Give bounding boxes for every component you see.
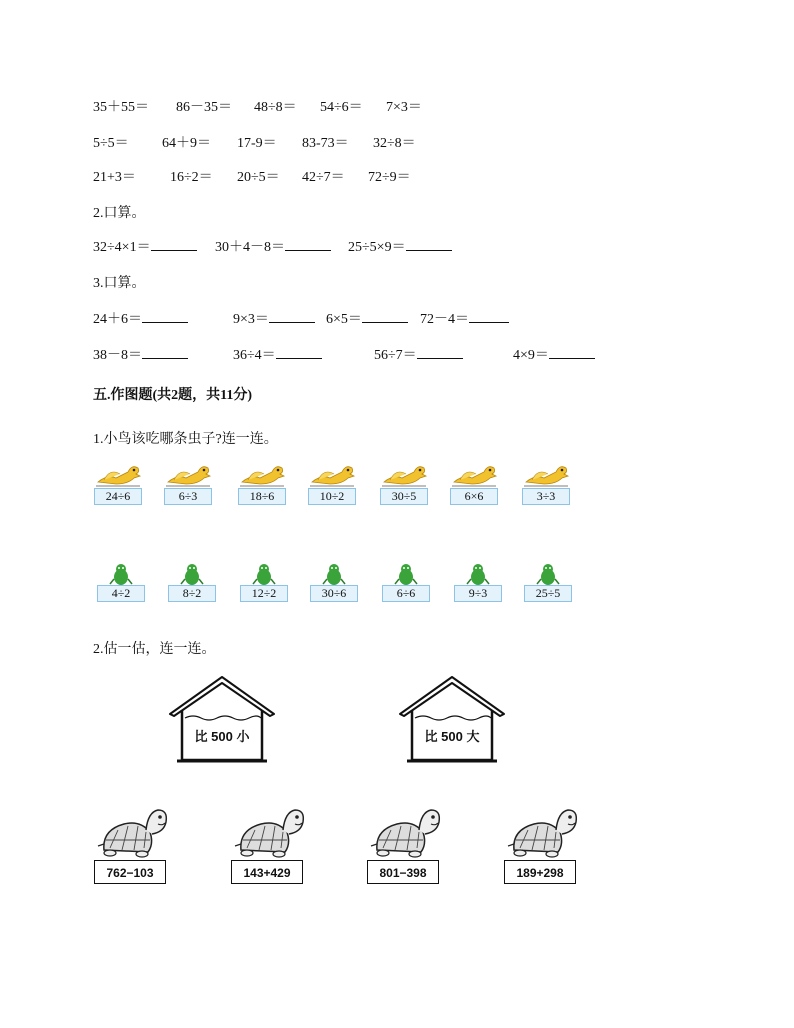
expr: 72÷9＝: [368, 170, 411, 185]
expr: 42÷7＝: [302, 170, 345, 185]
expr: 32÷8＝: [373, 136, 416, 151]
turtle-icon: [367, 804, 447, 860]
q3-item: [420, 308, 509, 328]
turtle-card[interactable]: [367, 804, 447, 888]
bird-label: 6×6: [450, 488, 498, 505]
bug-card[interactable]: [310, 562, 358, 604]
bird-icon: [380, 460, 428, 488]
turtle-label: 143+429: [231, 860, 303, 884]
bug-label: 25÷5: [524, 585, 572, 602]
expr: 25÷5×9＝: [348, 240, 406, 255]
expr: 86－35＝: [176, 100, 232, 115]
bug-icon: [454, 562, 502, 586]
section-title: 五.作图题(共2题，共11分): [93, 388, 253, 403]
bird-card[interactable]: [522, 460, 570, 504]
expr: 6×5＝: [326, 312, 362, 327]
bird-label: 10÷2: [308, 488, 356, 505]
bug-card[interactable]: [97, 562, 145, 604]
expr: 16÷2＝: [170, 170, 213, 185]
q3-item: [93, 308, 188, 328]
expr: 9×3＝: [233, 312, 269, 327]
bug-icon: [382, 562, 430, 586]
bird-label: 3÷3: [522, 488, 570, 505]
turtle-label: 762−103: [94, 860, 166, 884]
turtle-label: 801−398: [367, 860, 439, 884]
q1-title: 1.小鸟该吃哪条虫子?连一连。: [93, 432, 278, 447]
expr: 17-9＝: [237, 136, 277, 151]
expr: 21+3＝: [93, 170, 136, 185]
bird-icon: [164, 460, 212, 488]
q3-title: 3.口算。: [93, 276, 146, 291]
bug-icon: [97, 562, 145, 586]
answer-blank[interactable]: [285, 236, 331, 251]
expr: 32÷4×1＝: [93, 240, 151, 255]
expr: 38－8＝: [93, 348, 142, 363]
bird-card[interactable]: [164, 460, 212, 504]
expr: 30＋4－8＝: [215, 240, 285, 255]
answer-blank[interactable]: [362, 308, 408, 323]
expr: 64＋9＝: [162, 136, 211, 151]
bug-icon: [524, 562, 572, 586]
q3-item: [513, 344, 595, 364]
answer-blank[interactable]: [276, 344, 322, 359]
bug-label: 4÷2: [97, 585, 145, 602]
house-icon: [167, 674, 277, 764]
q3-item: [374, 344, 463, 364]
bird-icon: [308, 460, 356, 488]
expr: 72－4＝: [420, 312, 469, 327]
expr: 7×3＝: [386, 100, 422, 115]
bird-icon: [450, 460, 498, 488]
expr: 35＋55＝: [93, 100, 149, 115]
turtle-label: 189+298: [504, 860, 576, 884]
answer-blank[interactable]: [142, 308, 188, 323]
turtle-card[interactable]: [94, 804, 174, 888]
expr: 5÷5＝: [93, 136, 129, 151]
bug-card[interactable]: [382, 562, 430, 604]
answer-blank[interactable]: [406, 236, 452, 251]
expr: 4×9＝: [513, 348, 549, 363]
turtle-icon: [231, 804, 311, 860]
q3-item: [233, 344, 322, 364]
q2-item: [93, 236, 197, 256]
expr: 36÷4＝: [233, 348, 276, 363]
bug-label: 30÷6: [310, 585, 358, 602]
house-label: 比 500 小: [194, 729, 250, 744]
answer-blank[interactable]: [549, 344, 595, 359]
expr: 24＋6＝: [93, 312, 142, 327]
answer-blank[interactable]: [269, 308, 315, 323]
answer-blank[interactable]: [469, 308, 509, 323]
bird-card[interactable]: [238, 460, 286, 504]
bug-card[interactable]: [240, 562, 288, 604]
bug-card[interactable]: [524, 562, 572, 604]
q3-item: [93, 344, 188, 364]
bug-card[interactable]: [454, 562, 502, 604]
expr: 20÷5＝: [237, 170, 280, 185]
house-icon: [397, 674, 507, 764]
bug-icon: [240, 562, 288, 586]
bird-icon: [522, 460, 570, 488]
bug-label: 8÷2: [168, 585, 216, 602]
q2b-title: 2.估一估，连一连。: [93, 642, 216, 657]
turtle-icon: [94, 804, 174, 860]
turtle-card[interactable]: [504, 804, 584, 888]
turtle-icon: [504, 804, 584, 860]
bug-card[interactable]: [168, 562, 216, 604]
expr: 56÷7＝: [374, 348, 417, 363]
bird-label: 24÷6: [94, 488, 142, 505]
bird-label: 30÷5: [380, 488, 428, 505]
answer-blank[interactable]: [151, 236, 197, 251]
bug-label: 6÷6: [382, 585, 430, 602]
answer-blank[interactable]: [417, 344, 463, 359]
expr: 48÷8＝: [254, 100, 297, 115]
q3-item: [326, 308, 408, 328]
expr: 54÷6＝: [320, 100, 363, 115]
bug-icon: [168, 562, 216, 586]
q2-title: 2.口算。: [93, 206, 146, 221]
bird-label: 6÷3: [164, 488, 212, 505]
q2-item: [348, 236, 452, 256]
bird-card[interactable]: [380, 460, 428, 504]
bird-card[interactable]: [308, 460, 356, 504]
house-label: 比 500 大: [424, 729, 480, 744]
bird-card[interactable]: [94, 460, 142, 504]
bird-card[interactable]: [450, 460, 498, 504]
bird-label: 18÷6: [238, 488, 286, 505]
q2-item: [215, 236, 331, 256]
bug-label: 9÷3: [454, 585, 502, 602]
bird-icon: [238, 460, 286, 488]
bird-icon: [94, 460, 142, 488]
q3-item: [233, 308, 315, 328]
house-small[interactable]: [167, 674, 277, 764]
bug-icon: [310, 562, 358, 586]
turtle-card[interactable]: [231, 804, 311, 888]
bug-label: 12÷2: [240, 585, 288, 602]
house-large[interactable]: [397, 674, 507, 764]
expr: 83-73＝: [302, 136, 349, 151]
answer-blank[interactable]: [142, 344, 188, 359]
